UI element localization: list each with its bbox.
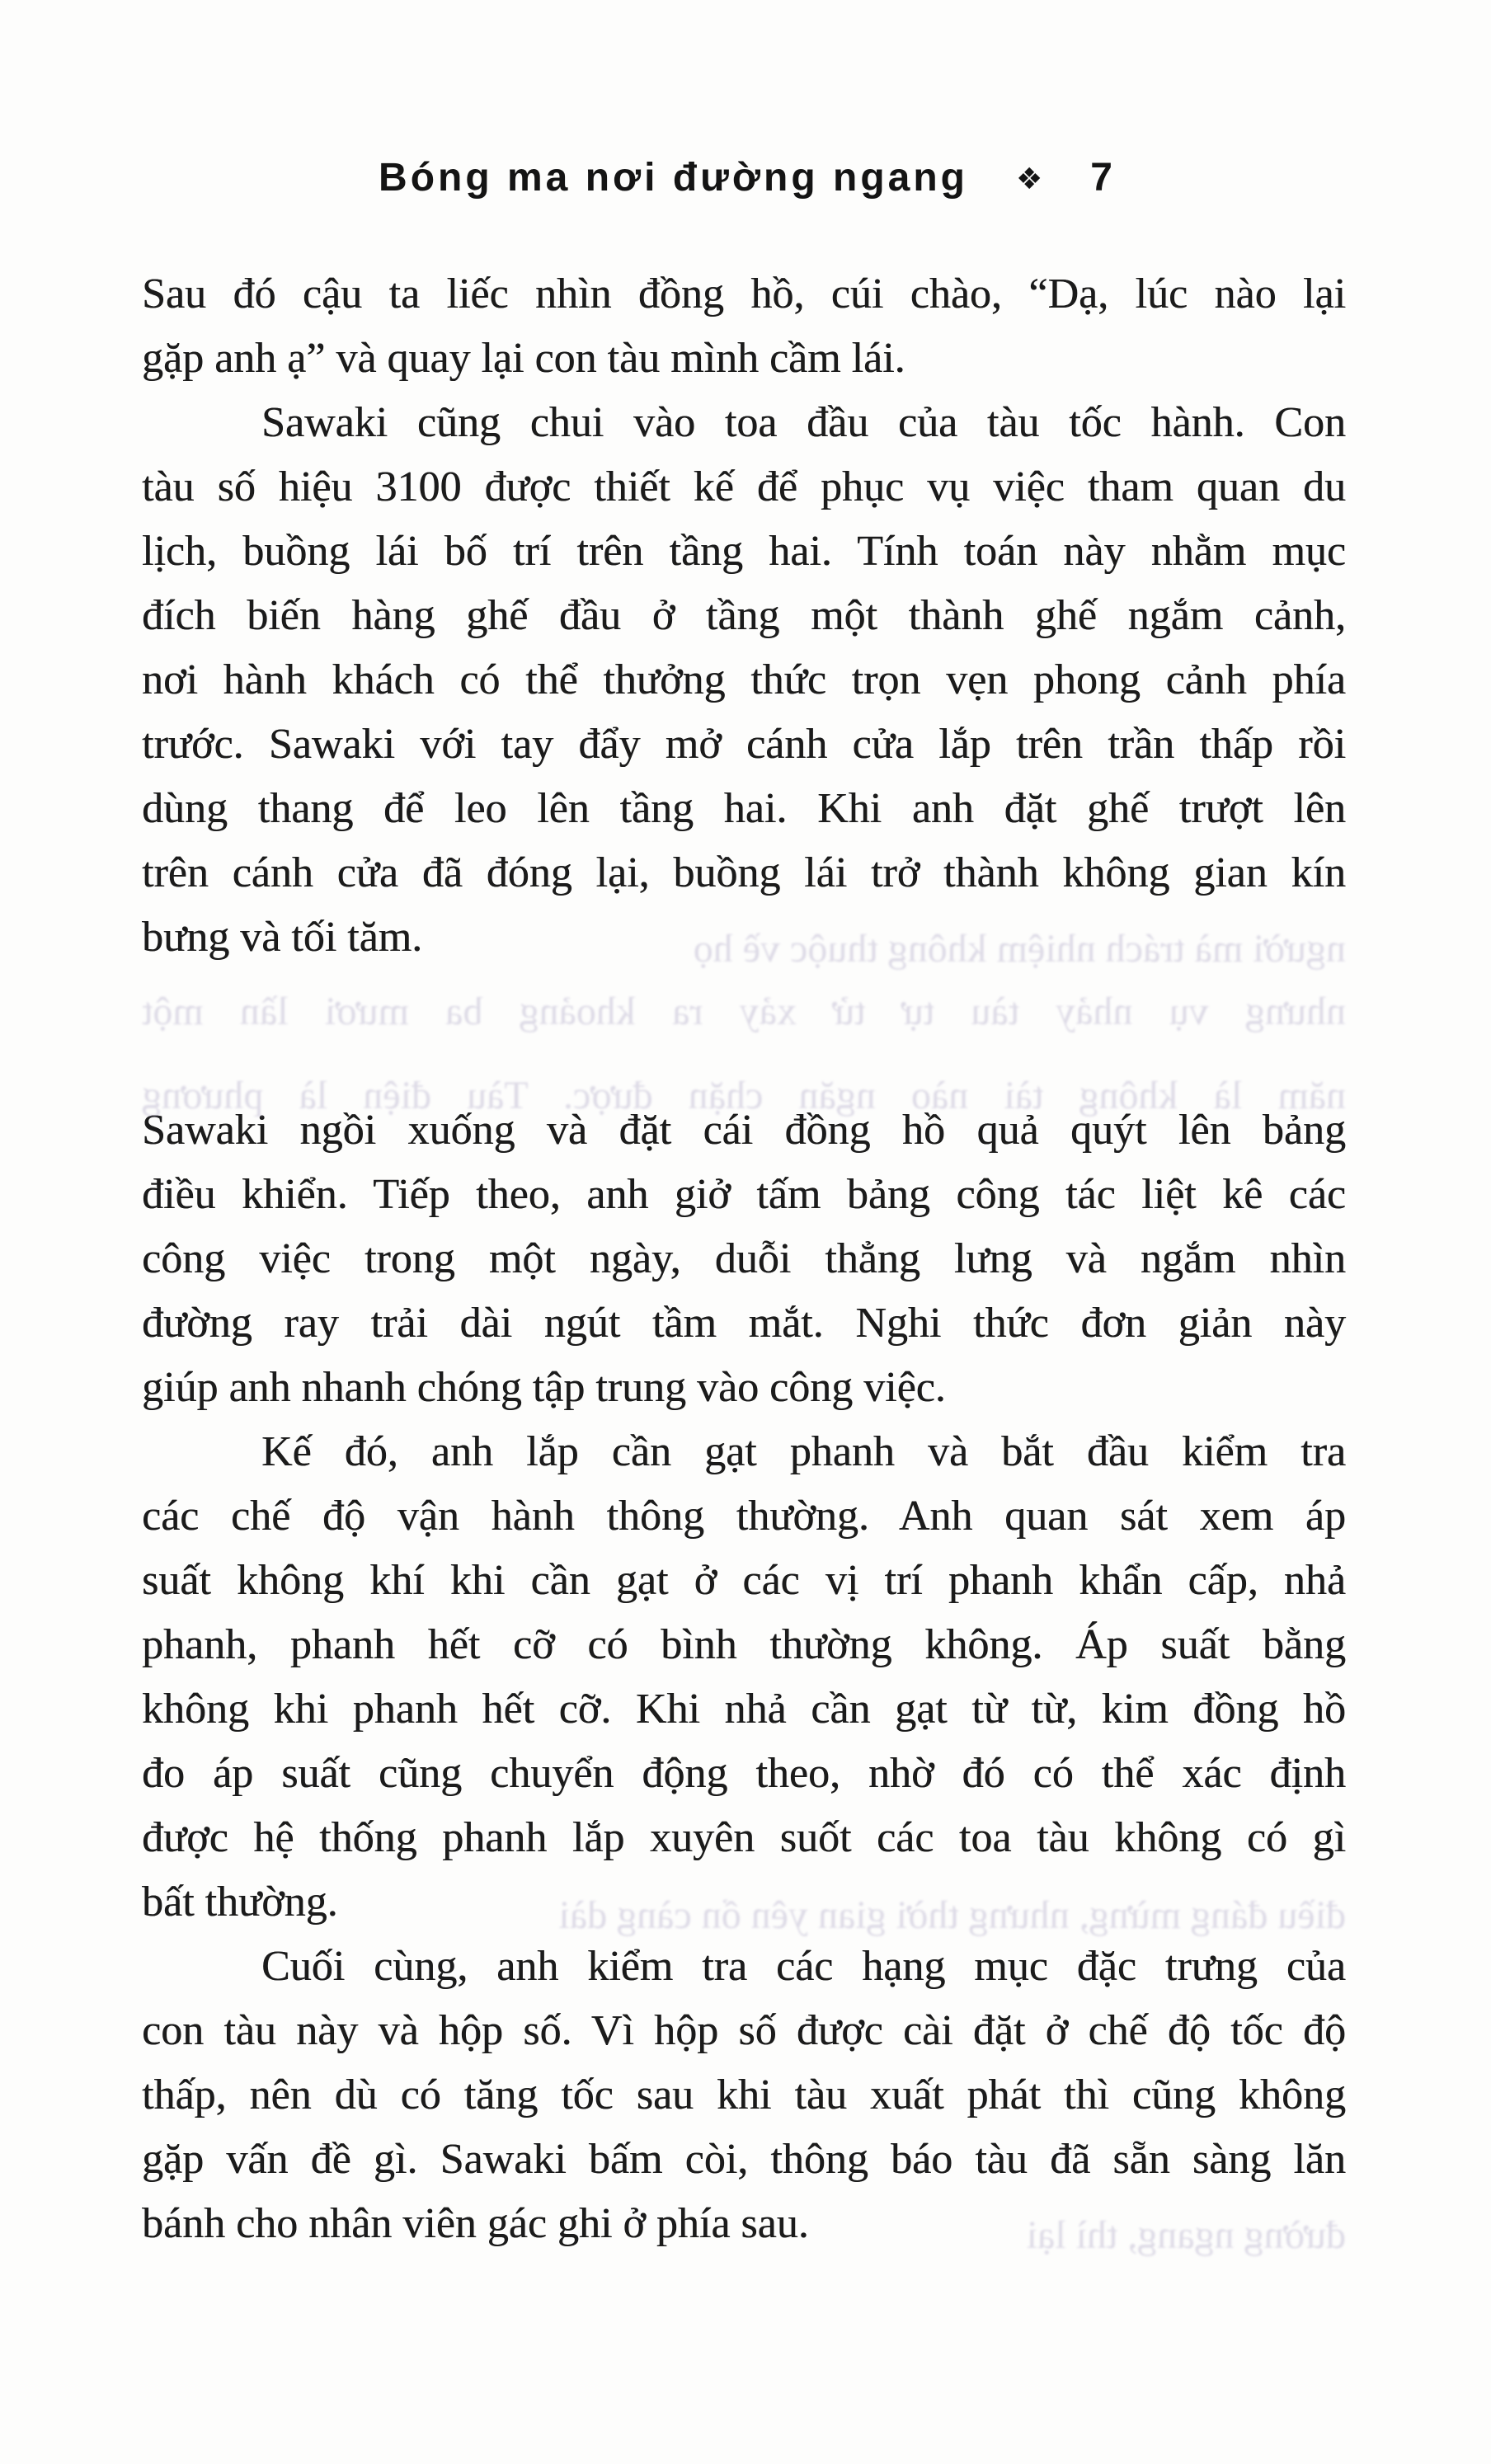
bleedthrough-text: năm là không tài nào ngăn chặn được. Tàu điện là phương [142, 1074, 1346, 1117]
running-title: Bóng ma nơi đường ngang [379, 156, 968, 200]
text-line: các chế độ vận hành thông thường. Anh quan sát xem áp [142, 1493, 1346, 1540]
text-line: đích biến hàng ghế đầu ở tầng một thành ghế ngắm cảnh, [142, 592, 1346, 639]
text-line: bưng và tối tăm. [142, 914, 423, 961]
text-line: nơi hành khách có thể thưởng thức trọn vẹn phong cảnh phía [142, 656, 1346, 703]
text-line: không khi phanh hết cỡ. Khi nhả cần gạt từ từ, kim đồng hồ [142, 1686, 1346, 1733]
body-text [142, 262, 1346, 2256]
text-line: bất thường. [142, 1879, 338, 1926]
bleedthrough-text: nhưng vụ nhảy tàu tự tử xảy ra khoảng ba mươi lần một [142, 990, 1346, 1033]
text-line: tàu số hiệu 3100 được thiết kế để phục vụ việc tham quan du [142, 463, 1346, 510]
text-line: Sau đó cậu ta liếc nhìn đồng hồ, cúi chào, “Dạ, lúc nào lại [142, 270, 1346, 317]
bleedthrough-text: đường ngang, thì lại [1026, 2213, 1346, 2257]
text-line: dùng thang để leo lên tầng hai. Khi anh đặt ghế trượt lên [142, 785, 1346, 832]
text-line: công việc trong một ngày, duỗi thẳng lưng và ngắm nhìn [142, 1235, 1346, 1282]
bleedthrough-text: người mà trách nhiệm không thuộc về họ [693, 927, 1346, 971]
text-line: trên cánh cửa đã đóng lại, buồng lái trở thành không gian kín [142, 849, 1346, 896]
text-line: được hệ thống phanh lắp xuyên suốt các toa tàu không có gì [142, 1814, 1346, 1861]
text-line: suất không khí khi cần gạt ở các vị trí phanh khẩn cấp, nhả [142, 1557, 1346, 1604]
text-line: thấp, nên dù có tăng tốc sau khi tàu xuất phát thì cũng không [142, 2071, 1346, 2118]
text-line: Sawaki ngồi xuống và đặt cái đồng hồ quả quýt lên bảng [142, 1107, 1346, 1154]
text-line: bánh cho nhân viên gác ghi ở phía sau. [142, 2200, 809, 2247]
paragraph [142, 1098, 1346, 1420]
text-line: Sawaki cũng chui vào toa đầu của tàu tốc hành. Con [261, 399, 1346, 446]
text-line: phanh, phanh hết cỡ có bình thường không. Áp suất bằng [142, 1621, 1346, 1668]
paragraph [142, 391, 1346, 970]
text-line: Kế đó, anh lắp cần gạt phanh và bắt đầu kiểm tra [261, 1428, 1346, 1475]
paragraph [142, 262, 1346, 391]
text-line: giúp anh nhanh chóng tập trung vào công việc. [142, 1364, 946, 1411]
text-line: Cuối cùng, anh kiểm tra các hạng mục đặc trưng của [261, 1943, 1346, 1990]
page-number: 7 [1090, 156, 1112, 200]
text-line: đường ray trải dài ngút tầm mắt. Nghi thức đơn giản này [142, 1300, 1346, 1347]
text-line: đo áp suất cũng chuyển động theo, nhờ đó có thể xác định [142, 1750, 1346, 1797]
text-line: lịch, buồng lái bố trí trên tầng hai. Tính toán này nhằm mục [142, 528, 1346, 575]
paragraph [142, 1420, 1346, 1935]
text-line: gặp vấn đề gì. Sawaki bấm còi, thông báo tàu đã sẵn sàng lăn [142, 2136, 1346, 2183]
text-line: gặp anh ạ” và quay lại con tàu mình cầm lái. [142, 335, 905, 382]
diamond-ornament-icon: ❖ [1015, 162, 1043, 196]
paragraph [142, 1935, 1346, 2256]
bleedthrough-text: điều đáng mừng, nhưng thời gian yên ổn càng dài [558, 1893, 1346, 1937]
text-line: trước. Sawaki với tay đẩy mở cánh cửa lắp trên trần thấp rồi [142, 721, 1346, 768]
scene-break [142, 970, 1346, 1098]
running-header [0, 155, 1491, 200]
text-line: con tàu này và hộp số. Vì hộp số được cài đặt ở chế độ tốc độ [142, 2007, 1346, 2054]
text-line: điều khiển. Tiếp theo, anh giở tấm bảng công tác liệt kê các [142, 1171, 1346, 1218]
